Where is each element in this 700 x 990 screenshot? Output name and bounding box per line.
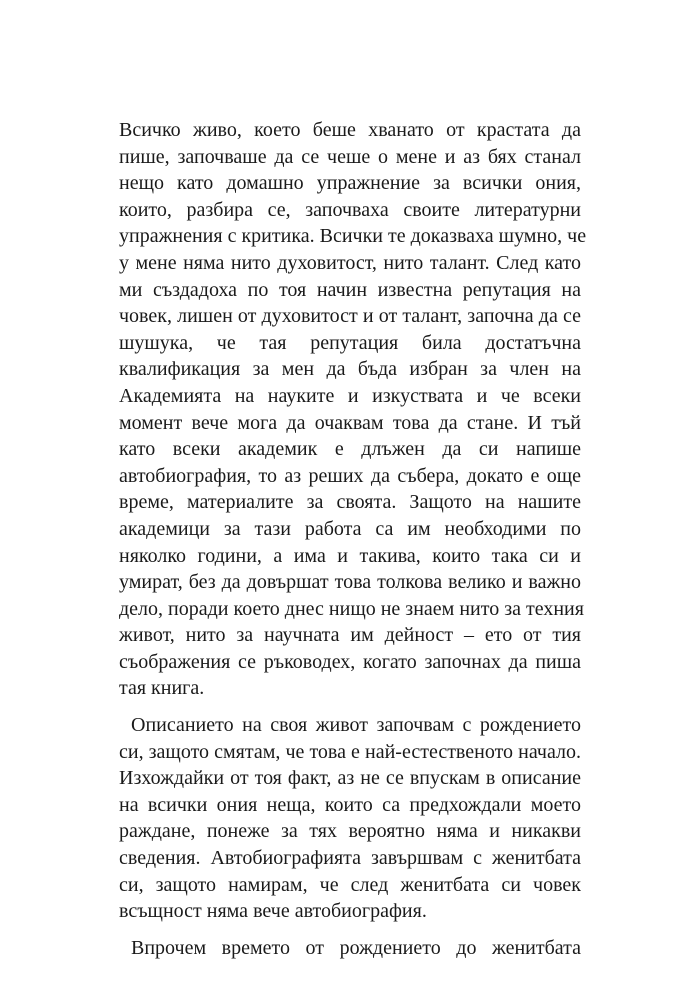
text-line: ми създадоха по тоя начин известна репутация на [119, 278, 581, 301]
text-line: Всичко живо, което беше хванато от крастата да [119, 119, 581, 141]
text-line: шушука, че тая репутация била достатъчна [119, 331, 581, 354]
text-line: сведения. Автобиографията завършвам с женитбата [119, 847, 581, 870]
text-line: момент вече мога да очаквам това да стане. И тъй [119, 411, 581, 434]
text-line: всъщност няма вече автобиография. [119, 900, 427, 923]
text-line: раждане, понеже за тях вероятно няма и никакви [119, 820, 581, 843]
text-line: дело, поради което днес нищо не знаем нито за техния [119, 597, 584, 620]
text-line: автобиография, то аз реших да събера, докато е още [119, 464, 581, 487]
text-line: у мене няма нито духовитост, нито талант. След като [119, 251, 581, 274]
text-line: които, разбира се, започваха своите литературни [119, 198, 581, 221]
text-line: човек, лишен от духовитост и от талант, започна да се [119, 305, 581, 328]
text-line: Академията на науките и изкуствата и че всеки [119, 384, 581, 407]
text-line: живот, нито за научната им дейност – ето от тия [119, 624, 581, 647]
text-line: Описанието на своя живот започвам с рождението [131, 714, 581, 737]
text-line: умират, без да довършат това толкова велико и важно [119, 571, 581, 594]
text-line: като всеки академик е длъжен да си напише [119, 438, 581, 461]
text-line: време, материалите за своята. Защото на нашите [119, 491, 581, 514]
text-line: си, защото смятам, че това е най-естественото начало. [119, 740, 581, 763]
text-line: Впрочем времето от рождението до женитбата [131, 936, 581, 959]
paragraph-2 [119, 712, 581, 925]
text-line: Изхождайки от тоя факт, аз не се впускам в описание [119, 767, 581, 790]
text-line: пише, започваше да се чеше о мене и аз бях станал [119, 145, 581, 168]
body-text [119, 117, 587, 971]
text-line: академици за тази работа са им необходими по [119, 517, 581, 540]
paragraph-3 [119, 935, 581, 962]
text-line: съображения се ръководех, когато започнах да пиша [119, 650, 581, 673]
text-line: тая книга. [119, 677, 205, 700]
text-line: няколко години, а има и такива, които така си и [119, 544, 581, 567]
text-line: квалификация за мен да бъда избран за член на [119, 358, 581, 381]
paragraph-1 [119, 117, 587, 702]
text-line: упражнения с критика. Всички те доказваха шумно, че [119, 225, 587, 248]
text-line: на всички ония неща, които са предхождали моето [119, 793, 581, 816]
text-line: нещо като домашно упражнение за всички ония, [119, 172, 581, 195]
text-line: си, защото намирам, че след женитбата си човек [119, 873, 581, 896]
